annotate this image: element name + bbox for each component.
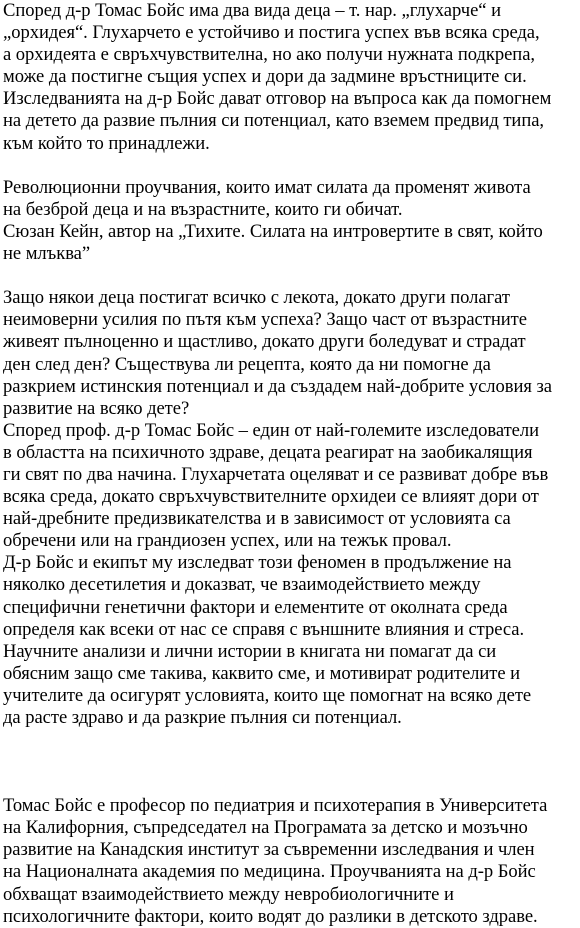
- text-line: Сюзан Кейн, автор на „Тихите. Силата на интровертите в свят, който: [3, 220, 543, 242]
- text-line: специфични генетични фактори и елементите от околната среда: [3, 596, 508, 618]
- paragraph-author-bio: [3, 795, 577, 928]
- text-line: ден след ден? Съществува ли рецепта, която да ни помогне да: [3, 353, 491, 375]
- text-line: развитие на всяко дете?: [3, 397, 190, 419]
- text-line: Д-р Бойс и екипът му изследват този феномен в продължение на: [3, 552, 512, 574]
- text-line: да расте здраво и да разкрие пълния си потенциал.: [3, 707, 402, 728]
- text-line: може да постигне същия успех и дори да задмине връстниците си.: [3, 66, 527, 88]
- text-line: към който то принадлежи.: [3, 132, 210, 154]
- text-line: развитие на Канадския институт за съвременни изследвания и член: [3, 839, 535, 861]
- paragraph-intro: [3, 0, 577, 155]
- section-spacer: [3, 751, 577, 795]
- text-line: а орхидеята е свръхчувствителна, но ако получи нужната подкрепа,: [3, 44, 536, 66]
- text-line: определя как всеки от нас се справя с външните влияния и стреса.: [3, 618, 525, 640]
- text-line: Изследванията на д-р Бойс дават отговор на въпроса как да помогнем: [3, 88, 552, 110]
- text-line: всяка среда, докато свръхчувствителните орхидеи се влияят дори от: [3, 486, 539, 508]
- text-line: неимоверни усилия по пътя към успеха? Защо част от възрастните: [3, 309, 527, 331]
- text-line: на детето да развие пълния си потенциал, като вземем предвид типа,: [3, 110, 545, 132]
- text-line: не млъква”: [3, 243, 91, 265]
- paragraph-spacer: [3, 265, 577, 287]
- text-line: живеят пълноценно и щастливо, докато други боледуват и страдат: [3, 331, 526, 353]
- text-line: учителите да осигурят условията, които ще помогнат на всяко дете: [3, 684, 532, 706]
- text-line: Революционни проучвания, които имат силата да променят живота: [3, 176, 531, 198]
- paragraph-spacer: [3, 155, 577, 177]
- paragraph-body: [3, 287, 577, 729]
- text-line: психологичните фактори, които водят до разлики в детското здраве.: [3, 905, 538, 927]
- text-line: няколко десетилетия и доказват, че взаимодействието между: [3, 574, 481, 596]
- text-line: Според проф. д-р Томас Бойс – един от най-големите изследователи: [3, 419, 539, 441]
- paragraph-spacer: [3, 729, 577, 751]
- paragraph-quote: [3, 177, 577, 265]
- text-line: Научните анализи и лични истории в книгата ни помагат да си: [3, 640, 497, 662]
- text-line: „орхидея“. Глухарчето е устойчиво и постига успех във всяка среда,: [3, 22, 540, 44]
- text-line: най-дребните предизвикателства и в зависимост от условията са: [3, 508, 511, 530]
- text-line: обхващат взаимодействието между невробиологичните и: [3, 883, 454, 905]
- text-line: Според д-р Томас Бойс има два вида деца – т. нар. „глухарче“ и: [3, 0, 501, 21]
- text-line: на Калифорния, съпредседател на Програмата за детско и мозъчно: [3, 817, 528, 839]
- text-line: на Националната академия по медицина. Проучванията на д-р Бойс: [3, 861, 536, 883]
- text-line: разкрием истинския потенциал и да създадем най-добрите условия за: [3, 375, 553, 397]
- text-line: Томас Бойс е професор по педиатрия и психотерапия в Университета: [3, 795, 548, 817]
- text-line: ги свят по два начина. Глухарчетата оцеляват и се развиват добре във: [3, 463, 549, 485]
- text-line: Защо някои деца постигат всичко с лекота, докато други полагат: [3, 287, 510, 309]
- text-line: обречени или на грандиозен успех, или на тежък провал.: [3, 530, 452, 552]
- document-page: [3, 0, 577, 928]
- text-line: на безброй деца и на възрастните, които ги обичат.: [3, 198, 403, 220]
- text-line: в областта на психичното здраве, децата реагират на заобикалящия: [3, 441, 533, 463]
- text-line: обясним защо сме такива, каквито сме, и мотивират родителите и: [3, 662, 521, 684]
